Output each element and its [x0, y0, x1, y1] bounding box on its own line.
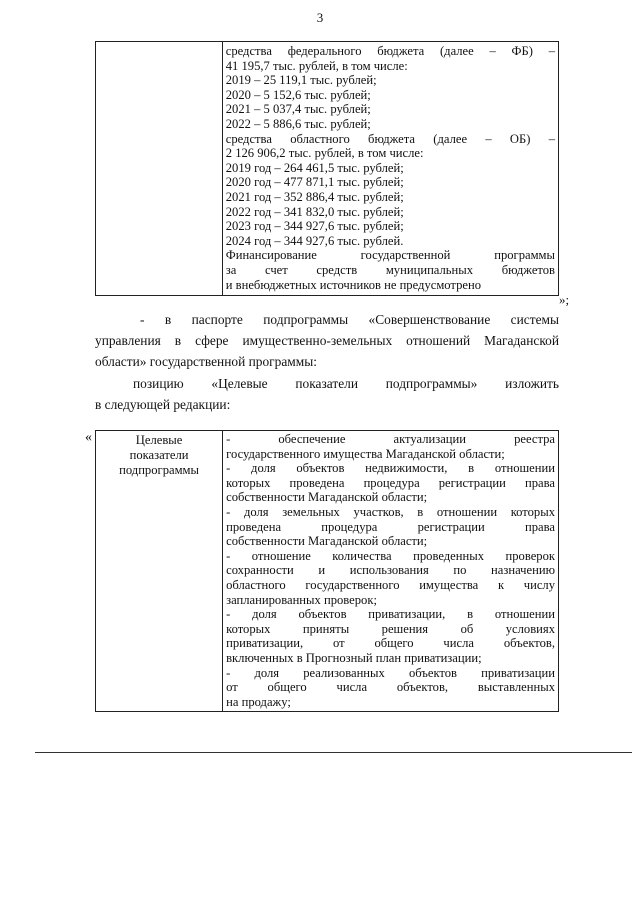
financing-line: средства областного бюджета (далее – ОБ) – [225, 131, 555, 146]
financing-line: 2020 год – 477 871,1 тыс. рублей; [225, 175, 404, 190]
indicator-line: - обеспечение актуализации реестра [226, 432, 555, 446]
financing-line: 2019 год – 264 461,5 тыс. рублей; [225, 160, 404, 175]
indicator-item [226, 549, 555, 607]
financing-line: 2021 – 5 037,4 тыс. рублей; [225, 102, 371, 117]
financing-line: 2022 год – 341 832,0 тыс. рублей; [225, 204, 404, 219]
indicator-line: на продажу; [226, 694, 291, 709]
instruction-paragraph [95, 373, 559, 415]
financing-line: 2022 – 5 886,6 тыс. рублей; [225, 116, 371, 131]
indicators-table [95, 430, 559, 712]
financing-table [95, 41, 559, 296]
financing-line: 2023 год – 344 927,6 тыс. рублей; [225, 219, 404, 234]
closing-quote-mark: »; [559, 292, 570, 307]
indicators-value-cell [223, 431, 559, 712]
indicator-line: - доля реализованных объектов приватизации [226, 665, 555, 680]
indicators-label-line: показатели [129, 448, 189, 462]
indicator-item [226, 607, 555, 665]
indicator-line: - доля объектов приватизации, в отношении [226, 607, 555, 622]
indicator-line: - отношение количества проведенных проверок [226, 548, 555, 563]
paragraph-line: - в паспорте подпрограммы «Совершенствование системы [140, 312, 559, 327]
amendment-paragraph [95, 309, 559, 372]
opening-quote-mark: « [85, 430, 92, 445]
paragraph-line: области» государственной программы: [95, 354, 317, 369]
financing-line: 2020 – 5 152,6 тыс. рублей; [225, 87, 371, 102]
indicator-line: которых проведена процедура регистрации права [226, 475, 555, 490]
financing-line: 2024 год – 344 927,6 тыс. рублей. [225, 233, 404, 248]
page-number: 3 [316, 10, 324, 25]
paragraph-line: в следующей редакции: [95, 397, 231, 412]
indicator-item [226, 666, 555, 710]
indicator-line: - доля объектов недвижимости, в отношении [226, 461, 555, 476]
paragraph-line: управления в сфере имущественно-земельных отношений Магаданской [95, 333, 559, 348]
financing-value-cell [222, 42, 558, 296]
financing-line: 41 195,7 тыс. рублей, в том числе: [225, 58, 408, 73]
indicator-line: собственности Магаданской области; [226, 490, 428, 505]
indicator-line: государственного имущества Магаданской области; [226, 446, 505, 461]
financing-line: и внебюджетных источников не предусмотрено [225, 277, 482, 292]
financing-line: 2 126 906,2 тыс. рублей, в том числе: [225, 146, 424, 161]
indicator-item [226, 505, 555, 549]
financing-line: за счет средств муниципальных бюджетов [225, 262, 555, 277]
indicator-line: сохранности и использования по назначению [226, 563, 555, 578]
financing-line: 2019 – 25 119,1 тыс. рублей; [225, 73, 377, 88]
indicator-line: - доля земельных участков, в отношении которых [226, 504, 555, 519]
indicator-item [226, 461, 555, 505]
indicator-line: областного государственного имущества к числу [226, 577, 555, 592]
paragraph-line: позицию «Целевые показатели подпрограммы» изложить [133, 376, 559, 391]
financing-line: Финансирование государственной программы [225, 248, 555, 263]
indicators-label-line: Целевые [135, 433, 183, 447]
financing-line: 2021 год – 352 886,4 тыс. рублей; [225, 189, 404, 204]
indicator-line: приватизации, от общего числа объектов, [226, 636, 555, 651]
indicator-line: проведена процедура регистрации права [226, 519, 555, 534]
indicator-line: включенных в Прогнозный план приватизации; [226, 650, 482, 665]
indicator-line: запланированных проверок; [226, 592, 377, 607]
indicator-item [226, 432, 555, 461]
indicator-line: от общего числа объектов, выставленных [226, 680, 555, 695]
financing-line: средства федерального бюджета (далее – ФБ) – [225, 44, 555, 58]
indicator-line: собственности Магаданской области; [226, 534, 428, 549]
page-break-rule [35, 752, 632, 753]
indicators-label-line: подпрограммы [119, 463, 199, 477]
indicator-line: которых приняты решения об условиях [226, 621, 555, 636]
financing-label-cell [96, 42, 223, 296]
indicators-label-cell [96, 431, 223, 712]
